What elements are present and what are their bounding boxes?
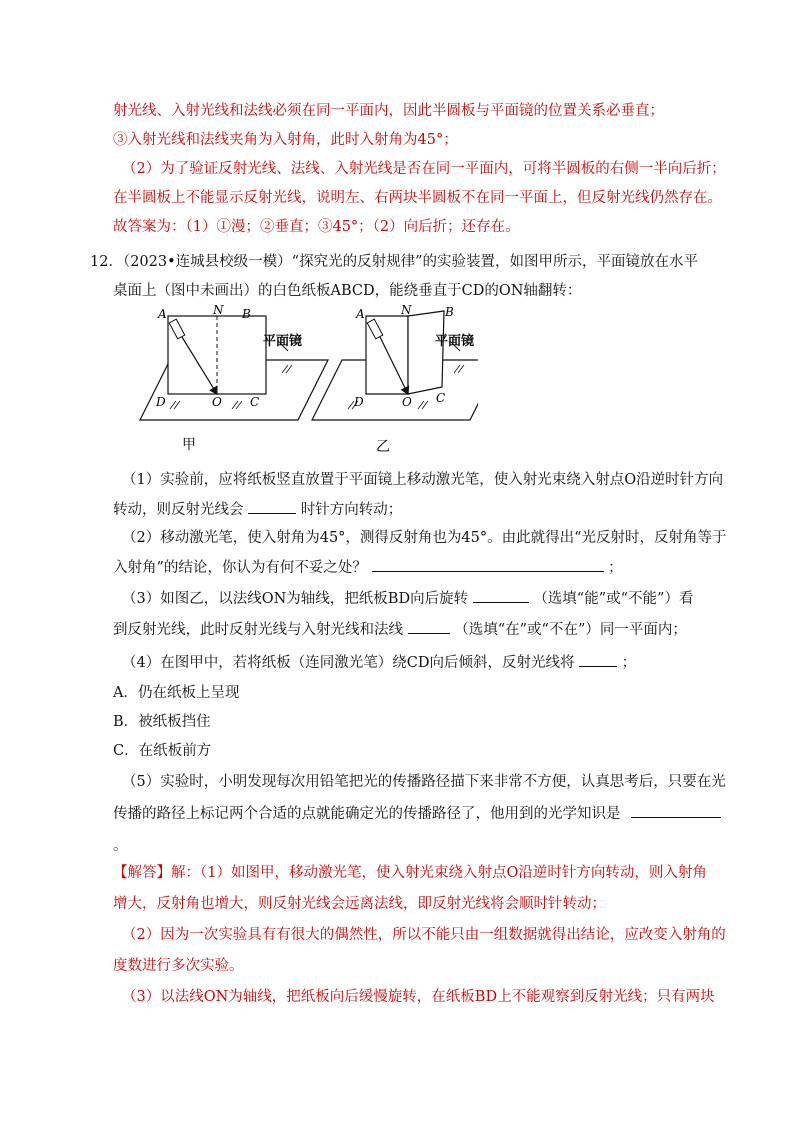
answer-line-1	[113, 863, 707, 883]
label-c-yi: C	[436, 391, 446, 405]
label-n-jia: N	[213, 305, 224, 317]
q2-answer-blank[interactable]	[372, 557, 604, 572]
question-header-1: 12．（2023•连城县校级一模）“探究光的反射规律”的实验装置，如图甲所示，平面镜放在水平	[90, 254, 698, 270]
prev-answer-line-5: 故答案为：（1）①漫；②垂直；③45°；（2）向后折；还存在。	[113, 219, 520, 235]
q4-line-1b: ；	[621, 655, 637, 671]
paperboard-right-yi	[408, 311, 444, 394]
label-o-jia: O	[212, 395, 222, 409]
figure-jia	[140, 316, 328, 420]
q5-line-3: 。	[113, 838, 128, 854]
q3-line-2a: 到反射光线，此时反射光线与入射光线和法线	[113, 622, 403, 638]
label-a-yi: A	[356, 307, 365, 321]
q3-line-2b: （选填“在”或“不在”）同一平面内；	[454, 622, 687, 638]
experiment-figure	[118, 305, 478, 465]
label-d-jia: D	[156, 395, 166, 409]
q4-line-1	[122, 652, 636, 673]
q2-line-1: （2）移动激光笔，使入射角为45°，测得反射角也为45°。由此就得出“光反射时，反射角等于	[122, 530, 727, 546]
q4-line-1a: （4）在图甲中，若将纸板（连同激光笔）绕CD向后倾斜，反射光线将	[122, 655, 575, 671]
prev-answer-line-2: ③入射光线和法线夹角为入射角，此时入射角为45°；	[113, 132, 458, 148]
label-d-yi: D	[354, 395, 364, 409]
q5-line-2-text: 传播的路径上标记两个合适的点就能确定光的传播路径了，他用到的光学知识是	[113, 806, 621, 822]
label-n-yi: N	[401, 305, 412, 317]
q2-line-2	[113, 557, 623, 578]
option-b: B．被纸板挡住	[113, 714, 211, 730]
q3-answer-blank-1[interactable]	[473, 588, 529, 603]
label-c-jia: C	[250, 395, 260, 409]
q1-answer-blank[interactable]	[248, 499, 296, 514]
answer-line-4: 度数进行多次实验。	[113, 958, 244, 974]
caption-yi: 乙	[376, 439, 390, 455]
q5-answer-blank[interactable]	[631, 803, 721, 818]
q3-line-1a: （3）如图乙，以法线ON为轴线，把纸板BD向后旋转	[122, 591, 469, 607]
q5-line-2	[113, 803, 721, 824]
prev-answer-line-4: 在半圆板上不能显示反射光线，说明左、右两块半圆板不在同一平面上，但反射光线仍然存在。	[113, 190, 722, 206]
q3-line-1b: （选填“能”或“不能”）看	[533, 591, 694, 607]
label-o-yi: O	[402, 395, 412, 409]
figure-yi	[312, 311, 478, 420]
q1-line-2b: 时针方向转动；	[300, 502, 403, 518]
prev-answer-line-1: 射光线、入射光线和法线必须在同一平面内，因此半圆板与平面镜的位置关系必垂直；	[113, 103, 664, 119]
q1-line-2a: 转动，则反射光线会	[113, 502, 244, 518]
option-c: C．在纸板前方	[113, 743, 212, 759]
q1-line-1: （1）实验前，应将纸板竖直放置于平面镜上移动激光笔，使入射光束绕入射点O沿逆时针方向	[122, 472, 724, 488]
answer-line-2: 增大，反射角也增大，则反射光线会远离法线，即反射光线将会顺时针转动；	[113, 896, 606, 912]
caption-jia: 甲	[182, 437, 196, 453]
answer-tag: 【解答】	[113, 865, 171, 881]
answer-line-3: （2）因为一次实验具有有很大的偶然性，所以不能只由一组数据就得出结论，应改变入射角的	[122, 927, 726, 943]
option-a: A．仍在纸板上呈现	[113, 685, 240, 701]
label-a-jia: A	[158, 307, 167, 321]
label-b-yi: B	[445, 305, 454, 319]
mirror-label-jia: 平面镜	[263, 334, 303, 349]
q3-line-2	[113, 619, 687, 640]
q1-line-2	[113, 499, 402, 520]
answer-line-5: （3）以法线ON为轴线，把纸板向后缓慢旋转，在纸板BD上不能观察到反射光线；只有两块	[122, 989, 715, 1005]
q2-line-2b: ；	[608, 560, 623, 576]
q3-line-1	[122, 588, 693, 609]
prev-answer-line-3: （2）为了验证反射光线、法线、入射光线是否在同一平面内，可将半圆板的右侧一半向后折；	[122, 161, 726, 177]
q3-answer-blank-2[interactable]	[408, 619, 450, 634]
question-header-2: 桌面上（图中未画出）的白色纸板ABCD，能绕垂直于CD的ON轴翻转：	[113, 283, 582, 299]
q2-line-2a: 入射角”的结论，你认为有何不妥之处？	[113, 560, 367, 576]
q4-answer-blank[interactable]	[579, 652, 617, 667]
mirror-label-yi: 平面镜	[435, 334, 475, 349]
q5-line-1: （5）实验时，小明发现每次用铅笔把光的传播路径描下来非常不方便，认真思考后，只要在光	[122, 774, 726, 790]
answer-line-1-text: 解：（1）如图甲，移动激光笔，使入射光束绕入射点O沿逆时针方向转动，则入射角	[171, 865, 707, 881]
label-b-jia: B	[242, 307, 251, 321]
